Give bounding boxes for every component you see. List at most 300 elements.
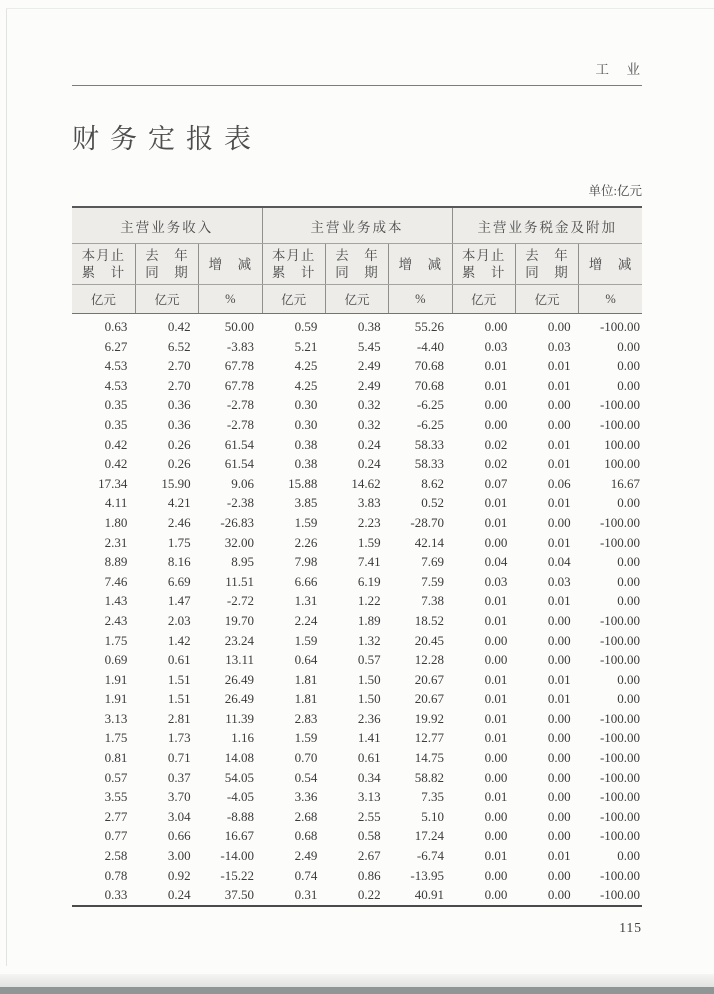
table-cell: 0.00 xyxy=(617,671,641,687)
table-row xyxy=(72,787,642,807)
running-header xyxy=(72,58,642,86)
table-cell: 2.81 xyxy=(167,710,191,726)
table-cell: 0.70 xyxy=(294,750,318,766)
table-cell: 0.59 xyxy=(294,319,318,334)
col-header-cumulative-income: 本月止 累 计 xyxy=(72,244,135,285)
table-cell: -4.05 xyxy=(226,789,255,805)
table-cell: 0.00 xyxy=(484,808,508,824)
table-cell: 2.67 xyxy=(357,848,381,864)
table-cell: 8.62 xyxy=(421,475,445,491)
table-cell: 0.01 xyxy=(547,534,571,550)
table-row xyxy=(72,650,642,670)
table-cell: -4.40 xyxy=(416,338,445,354)
table-cell: -100.00 xyxy=(599,808,641,824)
table-cell: 0.24 xyxy=(357,456,381,472)
table-row xyxy=(72,885,642,906)
table-cell: 0.35 xyxy=(104,397,128,413)
table-cell: 0.01 xyxy=(547,456,571,472)
table-cell: 26.49 xyxy=(224,671,255,687)
table-row xyxy=(72,454,642,474)
table-row xyxy=(72,866,642,886)
table-row xyxy=(72,670,642,690)
table-row xyxy=(72,709,642,729)
table-cell: 4.25 xyxy=(294,358,318,374)
table-cell: 20.45 xyxy=(414,632,445,648)
table-cell: 0.01 xyxy=(484,710,508,726)
table-cell: 4.21 xyxy=(167,495,191,511)
table-cell: 4.53 xyxy=(104,358,128,374)
table-cell: 0.38 xyxy=(294,456,318,472)
table-cell: 0.92 xyxy=(167,867,191,883)
table-cell: 61.54 xyxy=(224,456,255,472)
table-cell: 13.11 xyxy=(225,652,255,668)
table-cell: 1.80 xyxy=(104,514,128,530)
table-cell: 0.77 xyxy=(104,828,128,844)
table-cell: -100.00 xyxy=(599,632,641,648)
table-cell: 2.83 xyxy=(294,710,318,726)
col-header-prior-year-income: 去 年 同 期 xyxy=(135,244,198,285)
table-cell: 0.00 xyxy=(617,573,641,589)
table-cell: 0.01 xyxy=(484,789,508,805)
page-edge-bottom-light xyxy=(0,974,714,987)
table-header xyxy=(72,207,642,314)
page-edge-left xyxy=(6,8,7,966)
table-row xyxy=(72,395,642,415)
table-cell: 14.75 xyxy=(414,750,445,766)
group-header-row xyxy=(72,207,642,244)
table-cell: 1.50 xyxy=(357,691,381,707)
table-cell: 0.30 xyxy=(294,416,318,432)
table-cell: 20.67 xyxy=(414,691,445,707)
table-cell: 0.00 xyxy=(484,887,508,903)
table-cell: 1.75 xyxy=(167,534,191,550)
table-cell: 0.01 xyxy=(484,612,508,628)
col-header-cumulative-tax: 本月止 累 计 xyxy=(452,244,515,285)
table-cell: 19.70 xyxy=(224,612,255,628)
table-cell: 40.91 xyxy=(414,887,445,903)
table-cell: 18.52 xyxy=(414,612,445,628)
table-cell: -2.78 xyxy=(226,416,255,432)
table-cell: 0.07 xyxy=(484,475,508,491)
table-cell: 0.63 xyxy=(104,319,128,334)
table-cell: 0.00 xyxy=(617,848,641,864)
table-row xyxy=(72,768,642,788)
table-cell: 0.61 xyxy=(357,750,381,766)
table-cell: 11.39 xyxy=(225,710,255,726)
unit-cell: 亿元 xyxy=(325,285,388,314)
table-cell: 0.42 xyxy=(104,436,128,452)
table-cell: 0.01 xyxy=(484,848,508,864)
table-cell: 1.47 xyxy=(167,593,191,609)
table-row xyxy=(72,611,642,631)
table-cell: 0.74 xyxy=(294,867,318,883)
table-cell: 1.75 xyxy=(104,632,128,648)
table-row xyxy=(72,748,642,768)
table-cell: 0.66 xyxy=(167,828,191,844)
table-cell: 67.78 xyxy=(224,358,255,374)
table-cell: 2.49 xyxy=(294,848,318,864)
table-row xyxy=(72,415,642,435)
table-cell: 17.24 xyxy=(414,828,445,844)
table-cell: 2.55 xyxy=(357,808,381,824)
table-cell: 0.24 xyxy=(357,436,381,452)
table-cell: 1.51 xyxy=(167,671,191,687)
table-cell: 2.49 xyxy=(357,377,381,393)
table-cell: 0.04 xyxy=(484,554,508,570)
table-cell: 70.68 xyxy=(414,358,445,374)
table-row xyxy=(72,689,642,709)
table-cell: 0.00 xyxy=(547,808,571,824)
unit-cell: 亿元 xyxy=(72,285,135,314)
page-title: 财务定报表 xyxy=(72,124,262,154)
table-cell: 6.52 xyxy=(167,338,191,354)
table-cell: 4.25 xyxy=(294,377,318,393)
table-cell: 0.00 xyxy=(547,750,571,766)
table-cell: 0.38 xyxy=(294,436,318,452)
table-cell: 0.01 xyxy=(484,358,508,374)
table-cell: 0.22 xyxy=(357,887,381,903)
table-cell: 1.81 xyxy=(294,671,318,687)
table-cell: -2.78 xyxy=(226,397,255,413)
table-cell: 6.27 xyxy=(104,338,128,354)
page-edge-bottom-dark xyxy=(0,987,714,994)
table-cell: 100.00 xyxy=(604,456,641,472)
table-cell: 0.00 xyxy=(617,377,641,393)
table-cell: 0.35 xyxy=(104,416,128,432)
table-row xyxy=(72,435,642,455)
table-cell: 0.38 xyxy=(357,319,381,334)
table-cell: -100.00 xyxy=(599,652,641,668)
table-body xyxy=(72,314,642,906)
table-cell: 11.51 xyxy=(225,573,255,589)
table-cell: -2.38 xyxy=(226,495,255,511)
table-cell: 0.42 xyxy=(104,456,128,472)
table-cell: -6.25 xyxy=(416,397,445,413)
table-cell: 1.59 xyxy=(357,534,381,550)
table-row xyxy=(72,493,642,513)
unit-header-row xyxy=(72,285,642,314)
table-cell: 0.01 xyxy=(547,671,571,687)
table-cell: 1.89 xyxy=(357,612,381,628)
table-row xyxy=(72,572,642,592)
table-cell: 2.49 xyxy=(357,358,381,374)
table-cell: 2.70 xyxy=(167,377,191,393)
table-cell: 7.35 xyxy=(421,789,445,805)
col-header-change-cost: 增 减 xyxy=(389,244,452,285)
table-row xyxy=(72,728,642,748)
table-row xyxy=(72,533,642,553)
table-cell: 0.00 xyxy=(617,691,641,707)
table-cell: 15.88 xyxy=(288,475,318,491)
table-cell: -100.00 xyxy=(599,730,641,746)
table-cell: 0.00 xyxy=(484,397,508,413)
table-cell: 0.01 xyxy=(484,671,508,687)
table-cell: 0.00 xyxy=(547,632,571,648)
table-cell: 12.28 xyxy=(414,652,445,668)
table-row xyxy=(72,552,642,572)
table-cell: 14.62 xyxy=(351,475,381,491)
unit-cell: 亿元 xyxy=(262,285,325,314)
table-row xyxy=(72,807,642,827)
table-cell: -100.00 xyxy=(599,612,641,628)
table-cell: 3.36 xyxy=(294,789,318,805)
table-cell: 0.57 xyxy=(357,652,381,668)
table-cell: 0.71 xyxy=(167,750,191,766)
table-cell: 1.59 xyxy=(294,632,318,648)
table-cell: 0.01 xyxy=(547,358,571,374)
table-cell: 50.00 xyxy=(224,319,255,334)
table-cell: -100.00 xyxy=(599,887,641,903)
table-cell: 0.01 xyxy=(547,593,571,609)
table-cell: 54.05 xyxy=(224,769,255,785)
page-content xyxy=(72,0,642,907)
table-cell: 0.26 xyxy=(167,456,191,472)
group-header-tax: 主营业务税金及附加 xyxy=(452,207,642,244)
table-cell: -100.00 xyxy=(599,828,641,844)
table-cell: 67.78 xyxy=(224,377,255,393)
table-cell: 0.02 xyxy=(484,436,508,452)
table-cell: 0.00 xyxy=(547,612,571,628)
table-cell: 26.49 xyxy=(224,691,255,707)
table-cell: 0.00 xyxy=(547,828,571,844)
table-cell: 0.01 xyxy=(484,514,508,530)
table-cell: 0.54 xyxy=(294,769,318,785)
table-cell: 5.45 xyxy=(357,338,381,354)
table-cell: 1.32 xyxy=(357,632,381,648)
table-cell: 0.69 xyxy=(104,652,128,668)
table-cell: 70.68 xyxy=(414,377,445,393)
table-cell: 100.00 xyxy=(604,436,641,452)
table-cell: 0.00 xyxy=(617,593,641,609)
table-cell: 58.33 xyxy=(414,456,445,472)
table-cell: 5.10 xyxy=(421,808,445,824)
table-cell: 0.00 xyxy=(547,867,571,883)
unit-cell: 亿元 xyxy=(515,285,578,314)
table-cell: 0.00 xyxy=(547,514,571,530)
table-cell: 4.11 xyxy=(105,495,128,511)
table-cell: 32.00 xyxy=(224,534,255,550)
table-row xyxy=(72,337,642,357)
unit-cell: 亿元 xyxy=(135,285,198,314)
table-cell: -100.00 xyxy=(599,514,641,530)
table-cell: 3.70 xyxy=(167,789,191,805)
table-cell: -3.83 xyxy=(226,338,255,354)
table-cell: 1.51 xyxy=(167,691,191,707)
table-cell: 0.36 xyxy=(167,397,191,413)
table-cell: 0.42 xyxy=(167,319,191,334)
table-cell: -100.00 xyxy=(599,710,641,726)
table-cell: 7.59 xyxy=(421,573,445,589)
table-cell: 3.13 xyxy=(357,789,381,805)
table-cell: 0.00 xyxy=(617,495,641,511)
table-cell: -26.83 xyxy=(220,514,255,530)
col-header-change-tax: 增 减 xyxy=(579,244,642,285)
table-cell: -15.22 xyxy=(220,867,255,883)
table-cell: 6.66 xyxy=(294,573,318,589)
table-cell: 0.03 xyxy=(484,573,508,589)
table-cell: 0.26 xyxy=(167,436,191,452)
table-row xyxy=(72,826,642,846)
table-cell: -100.00 xyxy=(599,534,641,550)
table-cell: 2.43 xyxy=(104,612,128,628)
table-cell: 3.00 xyxy=(167,848,191,864)
table-cell: 9.06 xyxy=(231,475,255,491)
table-row xyxy=(72,314,642,337)
unit-cell: % xyxy=(199,285,262,314)
table-cell: 15.90 xyxy=(161,475,191,491)
table-cell: 0.02 xyxy=(484,456,508,472)
table-cell: -6.74 xyxy=(416,848,445,864)
table-cell: 0.00 xyxy=(547,769,571,785)
table-cell: 0.01 xyxy=(547,436,571,452)
table-cell: 1.42 xyxy=(167,632,191,648)
table-cell: 2.23 xyxy=(357,514,381,530)
table-cell: 1.91 xyxy=(104,691,128,707)
table-cell: 2.58 xyxy=(104,848,128,864)
table-row xyxy=(72,846,642,866)
table-cell: 1.59 xyxy=(294,730,318,746)
table-cell: 19.92 xyxy=(414,710,445,726)
table-cell: 0.00 xyxy=(617,338,641,354)
table-cell: 2.03 xyxy=(167,612,191,628)
table-cell: 55.26 xyxy=(414,319,445,334)
table-cell: -100.00 xyxy=(599,397,641,413)
table-cell: 0.00 xyxy=(484,319,508,334)
table-cell: -2.72 xyxy=(226,593,255,609)
table-cell: 0.00 xyxy=(547,319,571,334)
table-cell: 0.03 xyxy=(484,338,508,354)
table-cell: 1.43 xyxy=(104,593,128,609)
table-cell: 1.41 xyxy=(357,730,381,746)
table-cell: 0.03 xyxy=(547,338,571,354)
table-cell: 0.00 xyxy=(547,416,571,432)
table-cell: 0.00 xyxy=(484,534,508,550)
table-cell: 23.24 xyxy=(224,632,255,648)
table-cell: 1.73 xyxy=(167,730,191,746)
table-cell: 1.16 xyxy=(231,730,255,746)
table-cell: 0.61 xyxy=(167,652,191,668)
table-cell: 1.59 xyxy=(294,514,318,530)
table-cell: 0.32 xyxy=(357,397,381,413)
table-cell: 0.78 xyxy=(104,867,128,883)
table-cell: 7.38 xyxy=(421,593,445,609)
table-cell: 2.36 xyxy=(357,710,381,726)
table-cell: 5.21 xyxy=(294,338,318,354)
table-cell: -100.00 xyxy=(599,416,641,432)
table-cell: 0.86 xyxy=(357,867,381,883)
table-cell: 0.01 xyxy=(484,495,508,511)
table-cell: 14.08 xyxy=(224,750,255,766)
table-cell: 0.03 xyxy=(547,573,571,589)
table-cell: 20.67 xyxy=(414,671,445,687)
table-cell: 17.34 xyxy=(98,475,128,491)
table-cell: 0.01 xyxy=(547,495,571,511)
table-cell: 2.77 xyxy=(104,808,128,824)
table-cell: 0.01 xyxy=(484,593,508,609)
table-row xyxy=(72,631,642,651)
table-cell: 0.00 xyxy=(547,710,571,726)
table-cell: 0.01 xyxy=(484,730,508,746)
unit-cell: % xyxy=(579,285,642,314)
table-cell: -100.00 xyxy=(599,750,641,766)
table-cell: 0.34 xyxy=(357,769,381,785)
table-cell: 0.00 xyxy=(547,789,571,805)
table-cell: 1.22 xyxy=(357,593,381,609)
table-cell: 0.00 xyxy=(547,397,571,413)
table-cell: 0.58 xyxy=(357,828,381,844)
group-header-cost: 主营业务成本 xyxy=(262,207,452,244)
table-cell: 0.01 xyxy=(547,691,571,707)
table-cell: 3.55 xyxy=(104,789,128,805)
table-cell: 8.89 xyxy=(104,554,128,570)
unit-cell: 亿元 xyxy=(452,285,515,314)
table-cell: 6.19 xyxy=(357,573,381,589)
table-cell: -8.88 xyxy=(226,808,255,824)
col-header-cumulative-cost: 本月止 累 计 xyxy=(262,244,325,285)
table-cell: 7.46 xyxy=(104,573,128,589)
table-cell: 0.36 xyxy=(167,416,191,432)
financial-report-table xyxy=(72,206,642,907)
table-cell: 7.98 xyxy=(294,554,318,570)
table-cell: 8.16 xyxy=(167,554,191,570)
table-row xyxy=(72,356,642,376)
table-cell: 0.00 xyxy=(484,867,508,883)
table-cell: 0.24 xyxy=(167,887,191,903)
table-cell: 0.37 xyxy=(167,769,191,785)
table-cell: 7.69 xyxy=(421,554,445,570)
table-cell: 1.81 xyxy=(294,691,318,707)
table-cell: 1.31 xyxy=(294,593,318,609)
table-cell: 61.54 xyxy=(224,436,255,452)
table-cell: 0.68 xyxy=(294,828,318,844)
table-cell: 0.01 xyxy=(547,377,571,393)
table-cell: 58.33 xyxy=(414,436,445,452)
table-cell: 1.75 xyxy=(104,730,128,746)
table-cell: 4.53 xyxy=(104,377,128,393)
table-cell: 0.81 xyxy=(104,750,128,766)
table-cell: 0.00 xyxy=(484,769,508,785)
table-cell: 3.83 xyxy=(357,495,381,511)
table-cell: 0.00 xyxy=(484,632,508,648)
table-row xyxy=(72,376,642,396)
table-cell: 1.50 xyxy=(357,671,381,687)
column-header-row xyxy=(72,244,642,285)
table-cell: 0.01 xyxy=(484,377,508,393)
table-cell: 2.24 xyxy=(294,612,318,628)
table-cell: 0.00 xyxy=(547,887,571,903)
col-header-prior-year-cost: 去 年 同 期 xyxy=(325,244,388,285)
table-cell: 0.52 xyxy=(421,495,445,511)
table-cell: 0.57 xyxy=(104,769,128,785)
table-cell: 58.82 xyxy=(414,769,445,785)
table-cell: 3.13 xyxy=(104,710,128,726)
table-cell: 0.00 xyxy=(484,828,508,844)
table-cell: 2.31 xyxy=(104,534,128,550)
table-row xyxy=(72,474,642,494)
table-cell: 12.77 xyxy=(414,730,445,746)
table-cell: -28.70 xyxy=(410,514,445,530)
table-cell: 2.68 xyxy=(294,808,318,824)
table-cell: 42.14 xyxy=(414,534,445,550)
table-cell: 0.01 xyxy=(547,848,571,864)
table-cell: 0.04 xyxy=(547,554,571,570)
table-cell: 3.04 xyxy=(167,808,191,824)
table-cell: 0.00 xyxy=(484,652,508,668)
col-header-change-income: 增 减 xyxy=(199,244,262,285)
table-cell: 0.00 xyxy=(484,750,508,766)
table-cell: 0.00 xyxy=(547,730,571,746)
group-header-income: 主营业务收入 xyxy=(72,207,262,244)
